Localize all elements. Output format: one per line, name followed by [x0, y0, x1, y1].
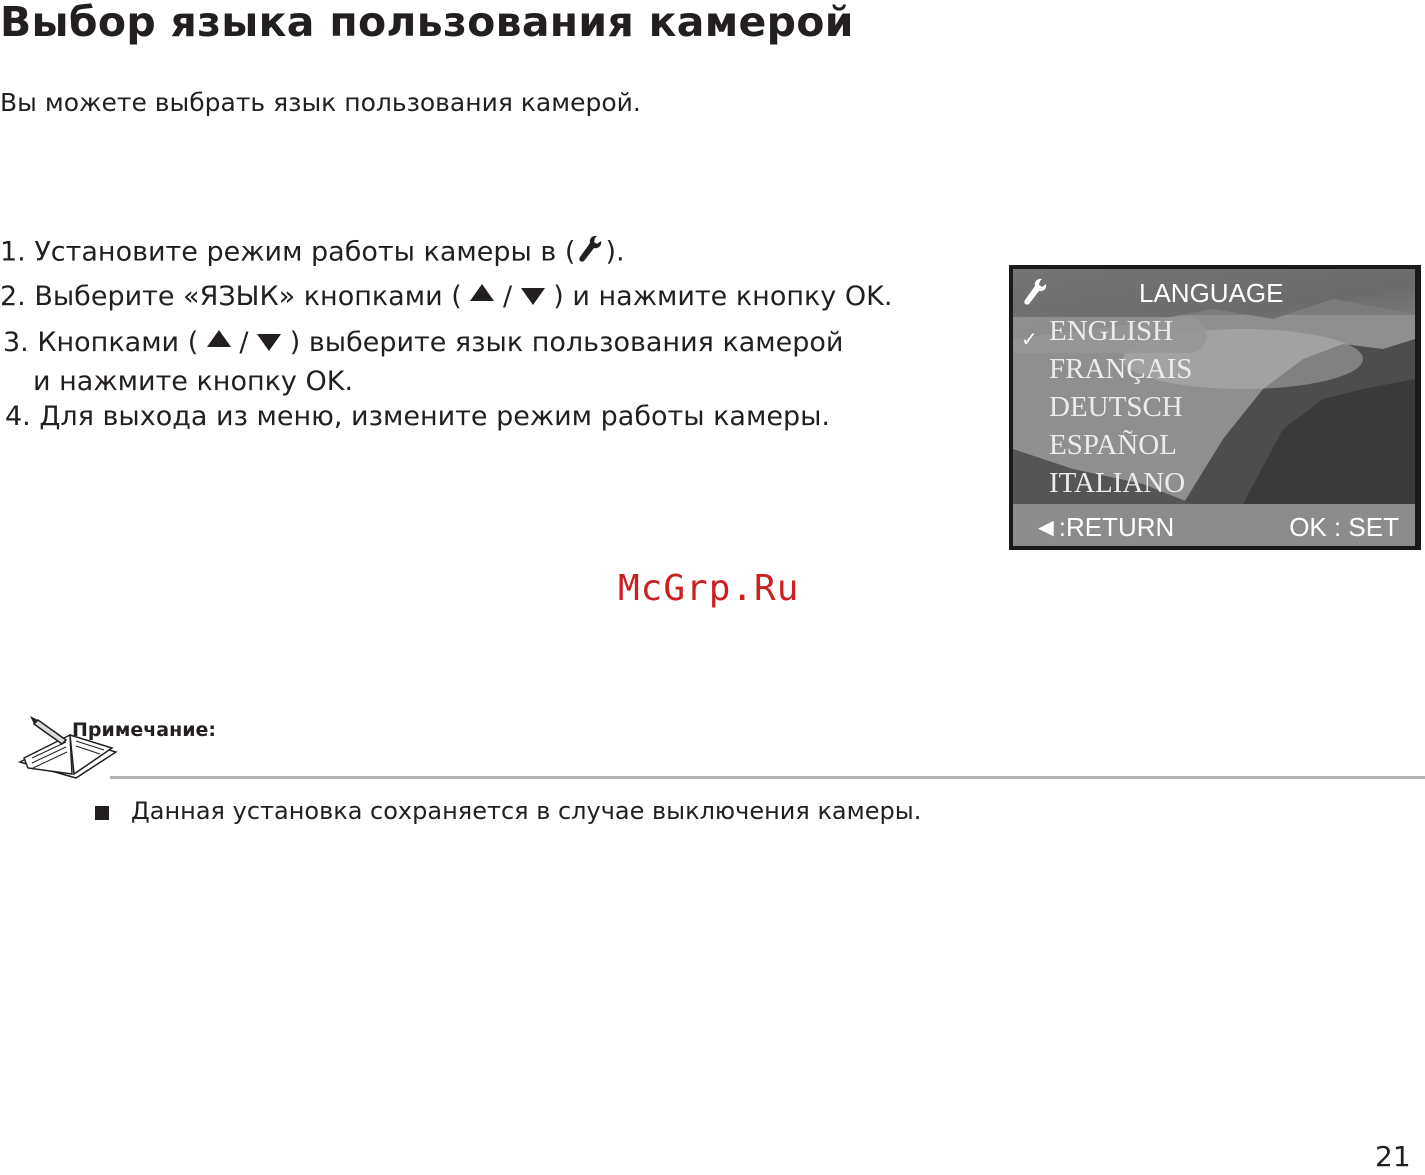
down-arrow-icon: [257, 334, 281, 351]
page-title: Выбор языка пользования камерой: [0, 0, 854, 46]
checkmark-icon: ✓: [1021, 327, 1038, 351]
step-3-end: ) выберите язык пользования камерой: [289, 327, 844, 358]
screen-title: LANGUAGE: [1139, 278, 1284, 308]
language-option[interactable]: DEUTSCH: [1049, 391, 1183, 423]
step-4: 4. Для выхода из меню, измените режим работы камеры.: [5, 401, 830, 432]
note-label: Примечание:: [72, 719, 217, 741]
language-option[interactable]: ESPAÑOL: [1049, 429, 1177, 461]
step-3-text: 3. Кнопками (: [3, 327, 199, 358]
return-hint: ◄:RETURN: [1033, 512, 1175, 542]
watermark: McGrp.Ru: [618, 568, 800, 609]
language-option[interactable]: ITALIANO: [1049, 467, 1186, 499]
step-2-separator: /: [502, 281, 513, 312]
bullet-icon: [95, 806, 109, 820]
up-arrow-icon: [207, 330, 231, 347]
step-1-text: 1. Установите режим работы камеры в (: [0, 236, 576, 268]
step-1: [0, 234, 625, 272]
language-option[interactable]: ENGLISH: [1049, 315, 1174, 347]
step-2-end: ) и нажмите кнопку OK.: [553, 281, 893, 312]
step-3: [3, 327, 843, 359]
language-option[interactable]: FRANÇAIS: [1049, 353, 1193, 385]
wrench-icon: [1021, 277, 1049, 311]
note-divider: [110, 776, 1425, 779]
down-arrow-icon: [521, 288, 545, 305]
camera-screen-display: [1013, 269, 1415, 546]
wrench-icon: [577, 234, 603, 272]
note-text: Данная установка сохраняется в случае выключения камеры.: [131, 797, 922, 825]
step-2: [0, 281, 892, 313]
step-2-text: 2. Выберите «ЯЗЫК» кнопками (: [0, 281, 462, 312]
page-number: 21: [1375, 1140, 1411, 1173]
step-3-separator: /: [239, 327, 249, 358]
ok-set-hint: OK : SET: [1289, 512, 1399, 542]
intro-text: Вы можете выбрать язык пользования камерой.: [0, 88, 641, 117]
screen-footer: [1013, 504, 1415, 546]
up-arrow-icon: [470, 284, 494, 301]
step-3-continued: и нажмите кнопку OK.: [33, 366, 354, 397]
step-1-end: ).: [605, 236, 625, 268]
camera-screen: [1009, 265, 1421, 550]
